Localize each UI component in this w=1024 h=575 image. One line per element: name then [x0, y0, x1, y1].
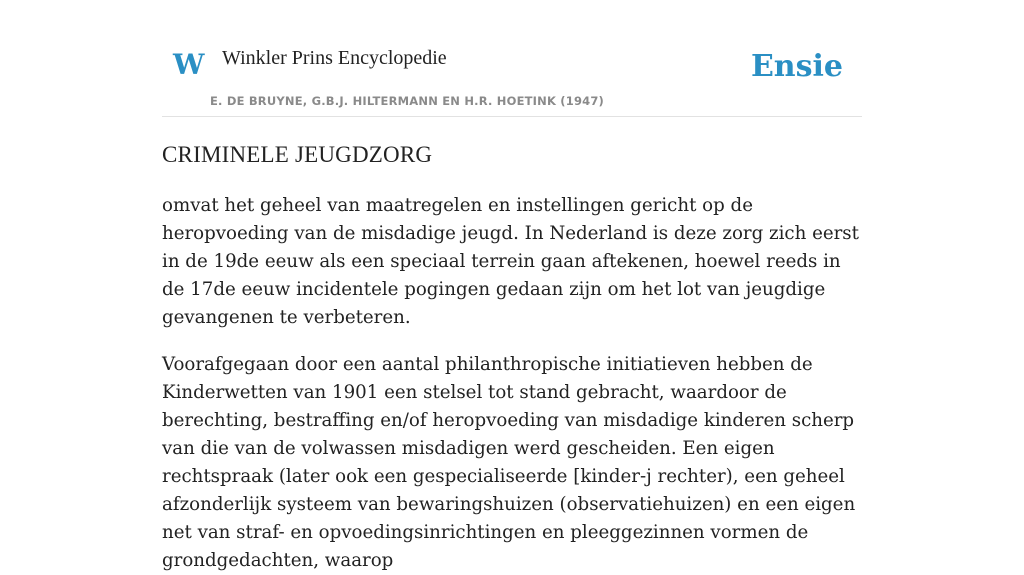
article-paragraph: omvat het geheel van maatregelen en instellingen gericht op de heropvoeding van de misdadige jeugd. In Nederland is deze zorg zich eerst in de 19de eeuw als een speciaal terrein gaan aftekenen, hoewel reeds in de 17de eeuw incidentele pogingen gedaan zijn om het lot van jeugdige gevangenen te verbeteren. [162, 195, 859, 328]
article [162, 140, 862, 575]
source-authors: E. DE BRUYNE, G.B.J. HILTERMANN EN H.R. HOETINK (1947) [210, 94, 605, 108]
source-header [162, 0, 862, 117]
source-title[interactable]: Winkler Prins Encyclopedie [222, 47, 447, 69]
article-title: CRIMINELE JEUGDZORG [162, 142, 433, 167]
article-paragraph: Voorafgegaan door een aantal philanthropische initiatieven hebben de Kinderwetten van 1901 een stelsel tot stand gebracht, waardoor de berechting, bestraffing en/of heropvoeding van misdadige kinderen scherp van die van de volwassen misdadigen werd gescheiden. Een eigen rechtspraak (later ook een gespecialiseerde [kinder-j rechter), een geheel afzonderlijk systeem van bewaringshuizen (observatiehuizen) en een eigen net van straf- en opvoedingsinrichtingen en pleeggezinnen vormen de grondgedachten, waarop [162, 354, 856, 571]
winkler-prins-logo[interactable]: W [173, 48, 205, 81]
ensie-logo-link[interactable]: Ensie [750, 49, 843, 84]
